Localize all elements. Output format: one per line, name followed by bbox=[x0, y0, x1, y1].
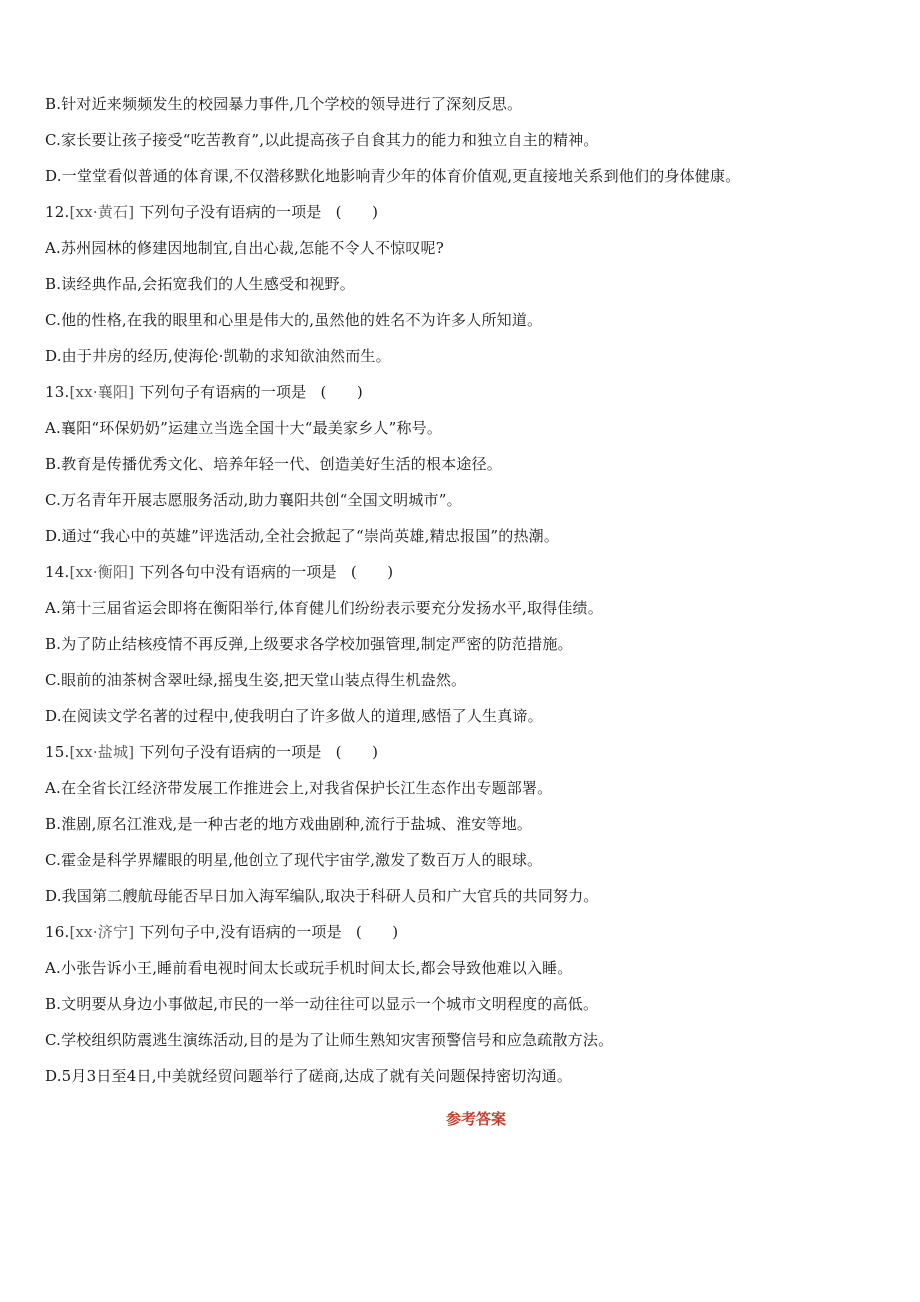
option-line: D.我国第二艘航母能否早日加入海军编队,取决于科研人员和广大官兵的共同努力。 bbox=[45, 887, 599, 905]
option-line: B.针对近来频频发生的校园暴力事件,几个学校的领导进行了深刻反思。 bbox=[45, 95, 523, 113]
question-number: 16. bbox=[45, 923, 70, 941]
option-line: B.淮剧,原名江淮戏,是一种古老的地方戏曲剧种,流行于盐城、淮安等地。 bbox=[45, 815, 533, 833]
question-number: 13. bbox=[45, 383, 70, 401]
question-source: [xx·济宁] bbox=[69, 923, 135, 941]
question-12-header bbox=[45, 194, 885, 230]
option-line: B.读经典作品,会拓宽我们的人生感受和视野。 bbox=[45, 275, 355, 293]
question-stem: 下列句子中,没有语病的一项是 bbox=[139, 923, 342, 941]
question-number: 12. bbox=[45, 203, 70, 221]
document-body bbox=[45, 86, 885, 1094]
question-14-header bbox=[45, 554, 885, 590]
option-line: D.在阅读文学名著的过程中,使我明白了许多做人的道理,感悟了人生真谛。 bbox=[45, 707, 543, 725]
question-stem: 下列各句中没有语病的一项是 bbox=[139, 563, 337, 581]
answer-blank: ( ) bbox=[335, 203, 379, 221]
question-source: [xx·盐城] bbox=[69, 743, 135, 761]
option-line: C.霍金是科学界耀眼的明星,他创立了现代宇宙学,激发了数百万人的眼球。 bbox=[45, 851, 543, 869]
option-line: D.由于井房的经历,使海伦·凯勒的求知欲油然而生。 bbox=[45, 347, 391, 365]
question-15-header bbox=[45, 734, 885, 770]
question-source: [xx·黄石] bbox=[69, 203, 135, 221]
option-line: A.襄阳“环保奶奶”运建立当选全国十大“最美家乡人”称号。 bbox=[45, 419, 443, 437]
question-16-header bbox=[45, 914, 885, 950]
option-line: B.教育是传播优秀文化、培养年轻一代、创造美好生活的根本途径。 bbox=[45, 455, 502, 473]
answer-blank: ( ) bbox=[320, 383, 363, 401]
answer-blank: ( ) bbox=[350, 563, 394, 581]
option-line: B.文明要从身边小事做起,市民的一举一动往往可以显示一个城市文明程度的高低。 bbox=[45, 995, 599, 1013]
question-13-header bbox=[45, 374, 885, 410]
option-line: D.5月3日至4日,中美就经贸问题举行了磋商,达成了就有关问题保持密切沟通。 bbox=[45, 1067, 573, 1085]
answer-blank: ( ) bbox=[335, 743, 379, 761]
option-line: C.学校组织防震逃生演练活动,目的是为了让师生熟知灾害预警信号和应急疏散方法。 bbox=[45, 1031, 614, 1049]
answer-key-title: 参考答案 bbox=[445, 1110, 506, 1128]
option-line: C.眼前的油茶树含翠吐绿,摇曳生姿,把天堂山装点得生机盎然。 bbox=[45, 671, 467, 689]
option-line: A.小张告诉小王,睡前看电视时间太长或玩手机时间太长,都会导致他难以入睡。 bbox=[45, 959, 573, 977]
option-line: D.通过“我心中的英雄”评选活动,全社会掀起了“崇尚英雄,精忠报国”的热潮。 bbox=[45, 527, 560, 545]
option-line: A.第十三届省运会即将在衡阳举行,体育健儿们纷纷表示要充分发扬水平,取得佳绩。 bbox=[45, 599, 603, 617]
question-stem: 下列句子没有语病的一项是 bbox=[139, 203, 322, 221]
option-line: B.为了防止结核疫情不再反弹,上级要求各学校加强管理,制定严密的防范措施。 bbox=[45, 635, 573, 653]
question-number: 15. bbox=[45, 743, 70, 761]
question-stem: 下列句子有语病的一项是 bbox=[139, 383, 307, 401]
answer-blank: ( ) bbox=[355, 923, 399, 941]
option-line: C.他的性格,在我的眼里和心里是伟大的,虽然他的姓名不为许多人所知道。 bbox=[45, 311, 543, 329]
question-number: 14. bbox=[45, 563, 70, 581]
question-source: [xx·衡阳] bbox=[69, 563, 135, 581]
option-line: A.在全省长江经济带发展工作推进会上,对我省保护长江生态作出专题部署。 bbox=[45, 779, 553, 797]
question-source: [xx·襄阳] bbox=[69, 383, 135, 401]
option-line: A.苏州园林的修建因地制宜,自出心裁,怎能不令人不惊叹呢? bbox=[45, 239, 444, 257]
option-line: C.万名青年开展志愿服务活动,助力襄阳共创“全国文明城市”。 bbox=[45, 491, 462, 509]
option-line: C.家长要让孩子接受“吃苦教育”,以此提高孩子自食其力的能力和独立自主的精神。 bbox=[45, 131, 599, 149]
question-stem: 下列句子没有语病的一项是 bbox=[139, 743, 322, 761]
option-line: D.一堂堂看似普通的体育课,不仅潜移默化地影响青少年的体育价值观,更直接地关系到他们的身体健康。 bbox=[45, 167, 741, 185]
